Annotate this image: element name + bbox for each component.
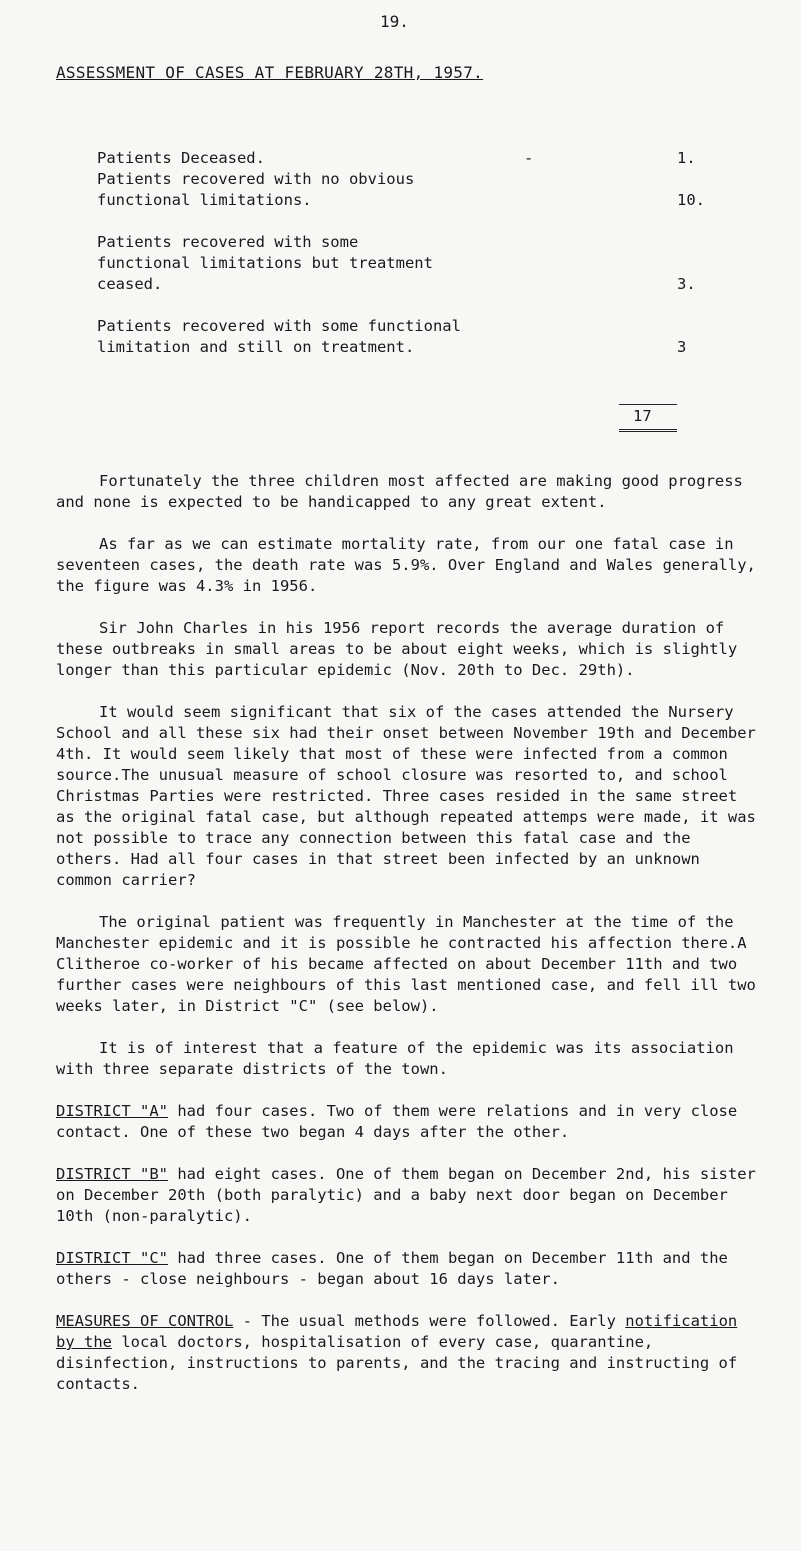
stat-dash: - bbox=[524, 149, 534, 167]
district-b-text: had eight cases. One of them began on December 2nd, his sister on December 20th (both paralytic) and a baby next door began on December 10th (non-paralytic). bbox=[56, 1165, 756, 1225]
body-text bbox=[56, 471, 762, 1416]
measures-label: MEASURES OF CONTROL bbox=[56, 1312, 234, 1330]
district-c-text: had three cases. One of them began on December 11th and the others - close neighbours - began about 16 days later. bbox=[56, 1249, 728, 1288]
district-a-text: had four cases. Two of them were relations and in very close contact. One of these two began 4 days after the other. bbox=[56, 1102, 738, 1141]
stat-value: 3 bbox=[677, 338, 687, 356]
stat-value: 10. bbox=[677, 191, 705, 209]
stat-label: Patients recovered with no obvious functional limitations. bbox=[97, 170, 415, 209]
stat-label: Patients recovered with some functional limitations but treatment ceased. bbox=[97, 233, 433, 293]
page-heading: ASSESSMENT OF CASES AT FEBRUARY 28TH, 1957. bbox=[56, 63, 484, 82]
district-b-paragraph bbox=[56, 1164, 762, 1227]
district-c-label: DISTRICT "C" bbox=[56, 1249, 168, 1267]
case-assessment-table bbox=[97, 148, 717, 379]
paragraph: Sir John Charles in his 1956 report records the average duration of these outbreaks in small areas to be about eight weeks, which is slightly longer than this particular epidemic (Nov. 20th to Dec. 29th). bbox=[56, 619, 738, 679]
district-a-paragraph bbox=[56, 1101, 762, 1143]
stat-label: Patients Deceased. bbox=[97, 149, 265, 167]
stat-row-deceased bbox=[97, 148, 717, 169]
total-value: 17 bbox=[633, 407, 652, 425]
stat-row-recovered-no-limitations bbox=[97, 169, 717, 211]
measures-text-1: - The usual methods were followed. Early bbox=[233, 1312, 626, 1330]
stat-row-recovered-treatment-ceased bbox=[97, 232, 717, 295]
stat-value: 1. bbox=[677, 149, 696, 167]
paragraph: It is of interest that a feature of the epidemic was its association with three separate districts of the town. bbox=[56, 1039, 734, 1078]
stat-row-still-on-treatment bbox=[97, 316, 717, 358]
paragraph: The original patient was frequently in Manchester at the time of the Manchester epidemic and it is possible he contracted his affection there.A Clitheroe co-worker of his became affected on about December 11th and two further cases were neighbours of this last mentioned case, and fell ill two weeks later, in District "C" (see below). bbox=[56, 913, 756, 1015]
paragraph: It would seem significant that six of the cases attended the Nursery School and all these six had their onset between November 19th and December 4th. It would seem likely that most of these were infected from a common source.The unusual measure of school closure was resorted to, and school Christmas Parties were restricted. Three cases resided in the same street as the original fatal case, but although repeated attemps were made, it was not possible to trace any connection between this fatal case and the others. Had all four cases in that street been infected by an unknown common carrier? bbox=[56, 703, 756, 889]
total-double-rule bbox=[619, 429, 677, 434]
total-block bbox=[619, 404, 681, 434]
district-c-paragraph bbox=[56, 1248, 762, 1290]
measures-paragraph bbox=[56, 1311, 762, 1395]
page-number: 19. bbox=[380, 12, 409, 31]
measures-text-2: local doctors, hospitalisation of every case, quarantine, disinfection, instructions to parents, and the tracing and instructing of contacts. bbox=[56, 1333, 738, 1393]
paragraph: As far as we can estimate mortality rate, from our one fatal case in seventeen cases, the death rate was 5.9%. Over England and Wales generally, the figure was 4.3% in 1956. bbox=[56, 535, 756, 595]
district-b-label: DISTRICT "B" bbox=[56, 1165, 168, 1183]
paragraph: Fortunately the three children most affected are making good progress and none is expected to be handicapped to any great extent. bbox=[56, 472, 743, 511]
stat-label: Patients recovered with some functional limitation and still on treatment. bbox=[97, 317, 461, 356]
stat-value: 3. bbox=[677, 275, 696, 293]
measures-underlined: notification by the bbox=[56, 1312, 738, 1351]
district-a-label: DISTRICT "A" bbox=[56, 1102, 168, 1120]
